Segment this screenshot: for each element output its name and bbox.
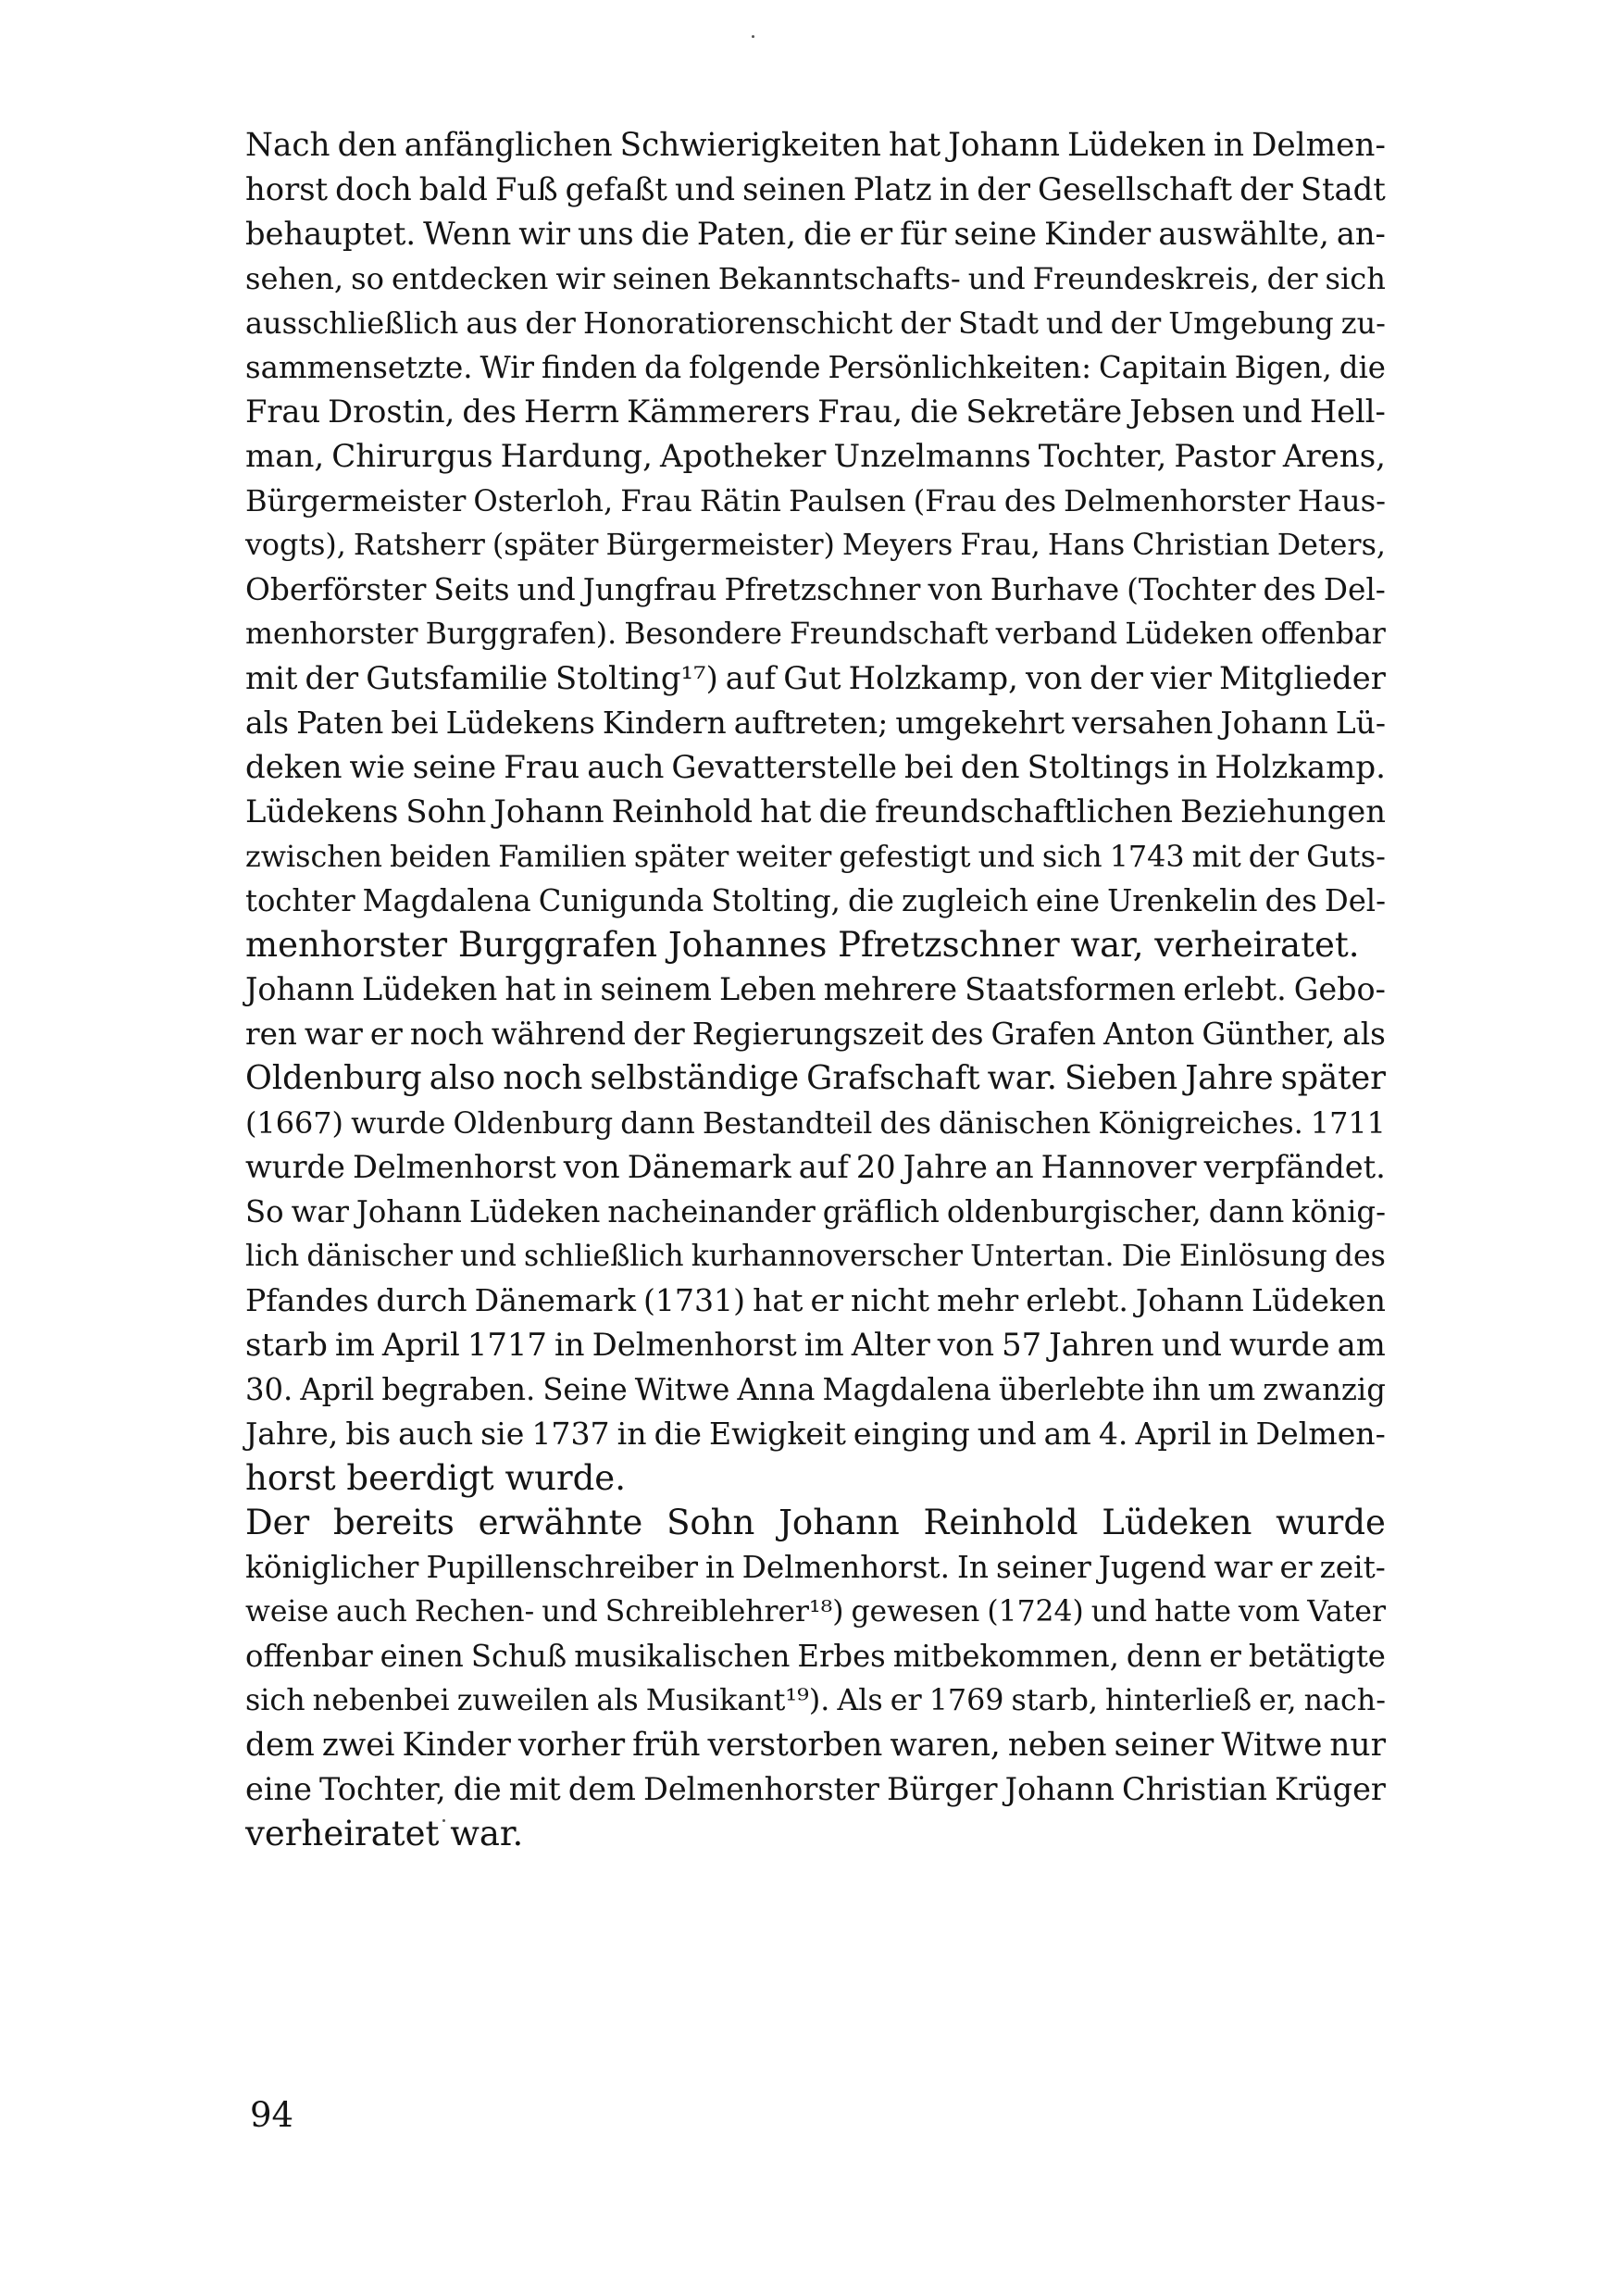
text-line: weise auch Rechen- und Schreiblehrer¹⁸) gewesen (1724) und hatte vom Vater [245,1595,1386,1628]
text-line: sehen, so entdecken wir seinen Bekanntschafts- und Freundeskreis, der sich [245,261,1386,296]
text-line: offenbar einen Schuß musikalischen Erbes mitbekommen, denn er betätigte [245,1639,1386,1674]
text-line: menhorster Burggrafen). Besondere Freundschaft verband Lüdeken offenbar [245,618,1386,651]
text-line: Nach den anfänglichen Schwierigkeiten hat Johann Lüdeken in Delmen- [245,127,1386,164]
text-line: Oberförster Seits und Jungfrau Pfretzschner von Burhave (Tochter des Del- [245,572,1386,607]
text-line: eine Tochter, die mit dem Delmenhorster Bürger Johann Christian Krüger [245,1771,1386,1807]
text-line: Oldenburg also noch selbständige Grafschaft war. Sieben Jahre später [245,1059,1386,1097]
text-line: vogts), Ratsherr (später Bürgermeister) Meyers Frau, Hans Christian Deters, [245,529,1386,562]
text-line: starb im April 1717 in Delmenhorst im Alter von 57 Jahren und wurde am [245,1327,1386,1363]
text-line: (1667) wurde Oldenburg dann Bestandteil des dänischen Königreiches. 1711 [245,1105,1386,1141]
text-line: Lüdekens Sohn Johann Reinhold hat die freundschaftlichen Beziehungen [245,793,1386,830]
text-line: So war Johann Lüdeken nacheinander gräflich oldenburgischer, dann könig- [245,1194,1386,1229]
page-number: 94 [250,2095,294,2135]
text-line: ausschließlich aus der Honoratiorenschicht der Stadt und der Umgebung zu- [245,306,1386,341]
text-line: Der bereits erwähnte Sohn Johann Reinhold Lüdeken wurde [245,1503,1386,1542]
text-line: verheiratet war. [245,1814,524,1853]
scan-speck [752,35,754,38]
text-line: behauptet. Wenn wir uns die Paten, die er für seine Kinder auswählte, an- [245,216,1386,252]
paragraph [245,967,1386,1501]
text-line: ren war er noch während der Regierungszeit des Grafen Anton Günther, als [245,1017,1386,1052]
text-line: horst doch bald Fuß gefaßt und seinen Platz in der Gesellschaft der Stadt [245,171,1386,207]
text-line: horst beerdigt wurde. [245,1458,626,1498]
paragraph [245,123,1386,967]
text-line: Johann Lüdeken hat in seinem Leben mehrere Staatsformen erlebt. Gebo- [245,971,1386,1007]
text-line: Pfandes durch Dänemark (1731) hat er nicht mehr erlebt. Johann Lüdeken [245,1282,1386,1318]
text-line: 30. April begraben. Seine Witwe Anna Magdalena überlebte ihn um zwanzig [245,1372,1386,1407]
text-line: dem zwei Kinder vorher früh verstorben waren, neben seiner Witwe nur [245,1727,1386,1764]
text-line: lich dänischer und schließlich kurhannoverscher Untertan. Die Einlösung des [245,1240,1386,1273]
text-line: mit der Gutsfamilie Stolting¹⁷) auf Gut Holzkamp, von der vier Mitglieder [245,660,1386,696]
text-line: menhorster Burggrafen Johannes Pfretzschner war, verheiratet. [245,925,1360,965]
text-line: Frau Drostin, des Herrn Kämmerers Frau, die Sekretäre Jebsen und Hell- [245,393,1386,430]
text-line: als Paten bei Lüdekens Kindern auftreten; umgekehrt versahen Johann Lü- [245,705,1386,741]
text-line: wurde Delmenhorst von Dänemark auf 20 Jahre an Hannover verpfändet. [245,1149,1386,1185]
paragraph [245,1501,1386,1856]
body-text [245,123,1386,1856]
text-line: sammensetzte. Wir finden da folgende Persönlichkeiten: Capitain Bigen, die [245,350,1386,385]
text-line: tochter Magdalena Cunigunda Stolting, die zugleich eine Urenkelin des Del- [245,883,1386,918]
text-line: königlicher Pupillenschreiber in Delmenhorst. In seiner Jugend war er zeit- [245,1550,1386,1585]
text-line: man, Chirurgus Hardung, Apotheker Unzelmanns Tochter, Pastor Arens, [245,438,1386,475]
text-line: deken wie seine Frau auch Gevatterstelle bei den Stoltings in Holzkamp. [245,749,1386,786]
text-line: sich nebenbei zuweilen als Musikant¹⁹). Als er 1769 starb, hinterließ er, nach- [245,1684,1386,1717]
text-line: Bürgermeister Osterloh, Frau Rätin Paulsen (Frau des Delmenhorster Haus- [245,483,1386,518]
scan-speck [442,1819,445,1822]
text-line: zwischen beiden Familien später weiter gefestigt und sich 1743 mit der Guts- [245,839,1386,874]
text-line: Jahre, bis auch sie 1737 in die Ewigkeit einging und am 4. April in Delmen- [245,1416,1386,1452]
